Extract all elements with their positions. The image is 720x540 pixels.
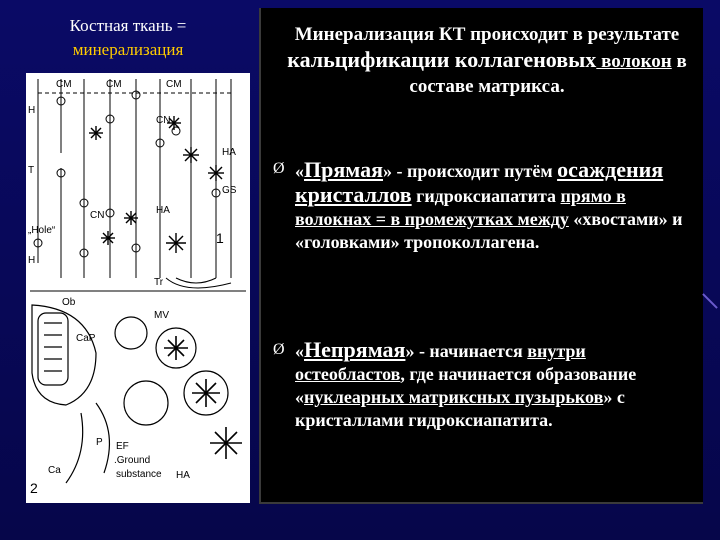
label-cn-1: CN xyxy=(90,210,105,221)
label-ha-1: HA xyxy=(222,147,236,158)
slide-left-title xyxy=(18,14,238,62)
bullet-indirect: «Непрямая» - начинается внутри остеобластов, где начинается образование «нуклеарных матриксных пузырьков» с кристаллами гидроксиапатита. xyxy=(295,337,637,430)
label-panel-2: 2 xyxy=(30,480,38,496)
label-substance: substance xyxy=(116,469,162,480)
decorative-line xyxy=(702,293,718,309)
heading-part-3: в составе матрикса. xyxy=(409,51,687,97)
heading-emphasis: кальцификации коллагеновых xyxy=(287,47,597,72)
bullet-arrow-icon-1: Ø xyxy=(273,160,285,177)
label-ob: Ob xyxy=(62,297,76,308)
bullet-indirect-term: Непрямая xyxy=(304,337,406,362)
bullet-direct-term: Прямая xyxy=(304,157,383,182)
label-p: P xyxy=(96,437,103,448)
label-ha-3: HA xyxy=(176,470,190,481)
bullet-direct: «Прямая» - происходит путём осаждения кристаллов гидроксиапатита прямо в волокнах = в промежутках между «хвостами» и «головками» тропоколлагена. xyxy=(295,157,683,252)
heading-part-1: Минерализация КТ происходит в результате xyxy=(294,24,680,45)
label-tr: Tr xyxy=(154,277,164,288)
label-h: H xyxy=(28,105,36,116)
label-gs: GS xyxy=(222,185,237,196)
label-h-2: H xyxy=(28,255,36,266)
label-cm-3: CM xyxy=(166,79,182,90)
label-panel-1: 1 xyxy=(216,230,224,246)
mineralization-diagram xyxy=(26,73,250,503)
diagram-svg xyxy=(26,73,250,503)
label-ef: EF xyxy=(116,441,129,452)
label-mv: MV xyxy=(154,310,169,321)
label-ha-2: HA xyxy=(156,205,170,216)
label-cm-2: CM xyxy=(106,79,122,90)
left-title-line-2: минерализация xyxy=(72,40,184,59)
heading-part-2: волокон xyxy=(596,51,672,72)
label-ground: .Ground xyxy=(114,455,151,466)
label-cap: CaP xyxy=(76,333,96,344)
label-t: T xyxy=(28,165,35,176)
text-panel xyxy=(259,8,703,504)
label-hole: „Hole“ xyxy=(28,225,56,236)
left-title-line-1: Костная ткань = xyxy=(69,16,187,35)
bullet-arrow-icon-2: Ø xyxy=(273,341,285,358)
label-cn-2: CN xyxy=(156,115,171,126)
label-cm-1: CM xyxy=(56,79,72,90)
panel-heading xyxy=(277,22,697,99)
label-ca: Ca xyxy=(48,465,61,476)
